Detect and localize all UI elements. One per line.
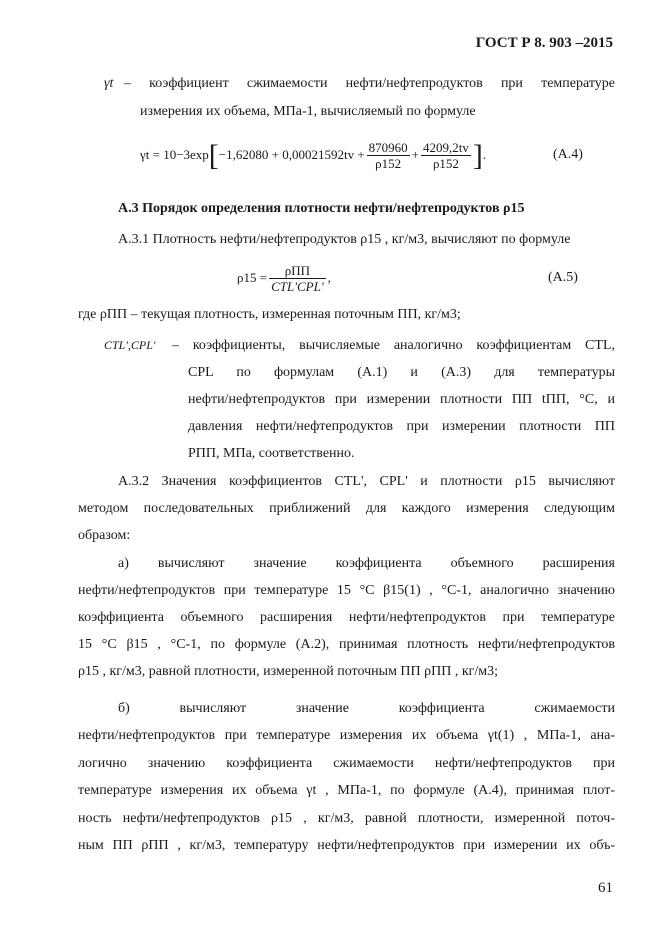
- a32-line3: образом:: [78, 528, 131, 543]
- ctl-def-line4: давления нефти/нефтепродуктов при измерении плотности ПП: [188, 419, 615, 434]
- formula-a4-term1: −1,62080 + 0,00021592tv +: [218, 146, 365, 162]
- section-heading: А.3 Порядок определения плотности нефти/нефтепродуктов ρ15: [118, 201, 525, 216]
- fraction-a5-numerator: ρПП: [269, 263, 326, 279]
- item-a-line5: ρ15 , кг/м3, равной плотности, измеренной поточным ПП ρПП , кг/м3;: [78, 664, 499, 679]
- ctl-def-line5: PПП, МПа, соответственно.: [188, 446, 355, 461]
- formula-a4-lhs: γt = 10−3exp: [140, 146, 209, 162]
- a32-line2: методом последовательных приближений для каждого измерения следующим: [78, 501, 615, 516]
- formula-a5: [237, 263, 331, 295]
- item-b-line1: б) вычисляют значение коэффициента сжимаемости: [118, 701, 615, 716]
- item-b-line5: ность нефти/нефтепродуктов ρ15 , кг/м3, равной плотности, измеренной поточ-: [78, 811, 615, 826]
- formula-a4-plus: +: [411, 146, 419, 162]
- fraction-1: [367, 140, 410, 172]
- item-a-line1: а) вычисляют значение коэффициента объемного расширения: [118, 556, 615, 571]
- ctl-def-line2: CPL по формулам (А.1) и (А.3) для температуры: [188, 365, 615, 380]
- left-bracket: [: [208, 139, 219, 172]
- a32-line1: А.3.2 Значения коэффициентов CTL', CPL' и плотности ρ15 вычисляют: [118, 474, 615, 489]
- fraction-a5-denominator: CTL'CPL': [271, 279, 324, 294]
- formula-a4: [140, 140, 486, 172]
- item-a-line4: 15 °С β15 , °С-1, по формуле (А.2), принимая плотность нефти/нефтепродуктов: [78, 637, 615, 652]
- fraction-2-denominator: ρ152: [432, 156, 459, 171]
- fraction-2: [421, 140, 471, 172]
- item-a-line3: коэффициента объемного расширения нефти/нефтепродуктов при температуре: [78, 610, 615, 625]
- document-header: ГОСТ Р 8. 903 –2015: [475, 35, 613, 51]
- item-b-line3: логично значению коэффициента сжимаемости нефти/нефтепродуктов при: [78, 756, 615, 771]
- item-b-line4: температуре измерения их объема γt , МПа-1, по формуле (А.4), принимая плот-: [78, 783, 615, 798]
- where-line: где ρПП – текущая плотность, измеренная поточным ПП, кг/м3;: [78, 307, 461, 322]
- fraction-1-numerator: 870960: [368, 140, 408, 155]
- right-bracket: ]: [472, 139, 483, 172]
- fraction-2-numerator: 4209,2tv: [423, 140, 469, 155]
- ctl-def-line3: нефти/нефтепродуктов при измерении плотности ПП tПП, °С, и: [188, 392, 615, 407]
- formula-a5-lhs: ρ15 =: [237, 269, 268, 285]
- formula-a4-number: (А.4): [553, 147, 583, 162]
- gamma-symbol: γt: [104, 76, 114, 91]
- ctl-cpl-symbol: CTL',CPL': [104, 338, 156, 352]
- item-b-line6: ным ПП ρПП , кг/м3, температуру нефти/нефтепродуктов при измерении их объ-: [78, 838, 615, 853]
- formula-a5-number: (А.5): [548, 270, 578, 285]
- page-number: 61: [598, 880, 613, 896]
- formula-a5-tail: ,: [327, 269, 331, 285]
- gamma-def-line1: – коэффициент сжимаемости нефти/нефтепродуктов при температуре: [124, 76, 615, 91]
- gamma-def-line2: измерения их объема, МПа-1, вычисляемый по формуле: [140, 104, 476, 119]
- item-b-line2: нефти/нефтепродуктов при температуре измерения их объема γt(1) , МПа-1, ана-: [78, 728, 615, 743]
- formula-a4-tail: .: [482, 146, 487, 162]
- fraction-a5: [269, 263, 326, 295]
- fraction-1-denominator: ρ152: [375, 156, 402, 171]
- item-a-line2: нефти/нефтепродуктов при температуре 15 °С β15(1) , °С-1, аналогично значению: [78, 583, 615, 598]
- a31-text: А.3.1 Плотность нефти/нефтепродуктов ρ15 , кг/м3, вычисляют по формуле: [118, 232, 571, 247]
- ctl-def-line1: – коэффициенты, вычисляемые аналогично коэффициентам CTL,: [172, 338, 615, 353]
